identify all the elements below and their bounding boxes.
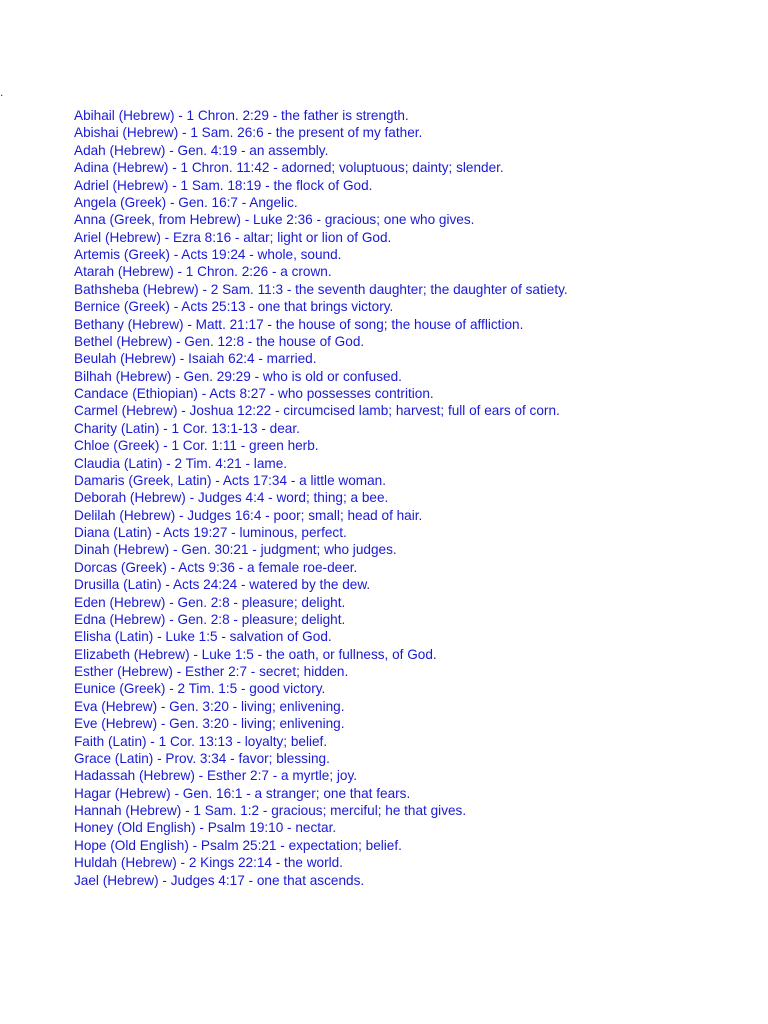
name-entry: Candace (Ethiopian) - Acts 8:27 - who possesses contrition. [74, 386, 434, 401]
name-entry: Bethel (Hebrew) - Gen. 12:8 - the house of God. [74, 333, 365, 349]
name-entry: Adriel (Hebrew) - 1 Sam. 18:19 - the flock of God. [74, 177, 373, 193]
name-entry: Anna (Greek, from Hebrew) - Luke 2:36 - gracious; one who gives. [74, 212, 475, 228]
name-entry: Dinah (Hebrew) - Gen. 30:21 - judgment; who judges. [74, 542, 397, 558]
name-entry: Artemis (Greek) - Acts 19:24 - whole, sound. [74, 247, 342, 262]
name-entry: Dorcas (Greek) - Acts 9:36 - a female roe-deer. [74, 559, 358, 575]
name-entry: Honey (Old English) - Psalm 19:10 - nectar. [74, 820, 337, 836]
bible-names-list [74, 107, 754, 889]
name-entry: Abihail (Hebrew) - 1 Chron. 2:29 - the father is strength. [74, 108, 409, 123]
name-entry: Hope (Old English) - Psalm 25:21 - expectation; belief. [74, 837, 402, 853]
name-entry: Eden (Hebrew) - Gen. 2:8 - pleasure; delight. [74, 594, 346, 610]
name-entry: Deborah (Hebrew) - Judges 4:4 - word; thing; a bee. [74, 490, 389, 506]
name-entry: Beulah (Hebrew) - Isaiah 62:4 - married. [74, 351, 317, 367]
name-entry: Faith (Latin) - 1 Cor. 13:13 - loyalty; belief. [74, 733, 328, 749]
name-entry: Damaris (Greek, Latin) - Acts 17:34 - a little woman. [74, 472, 387, 488]
name-entry: Edna (Hebrew) - Gen. 2:8 - pleasure; delight. [74, 611, 346, 627]
name-entry: Eve (Hebrew) - Gen. 3:20 - living; enlivening. [74, 716, 345, 732]
name-entry: Bethany (Hebrew) - Matt. 21:17 - the house of song; the house of affliction. [74, 316, 524, 332]
name-entry: Chloe (Greek) - 1 Cor. 1:11 - green herb. [74, 438, 319, 454]
name-entry: Abishai (Hebrew) - 1 Sam. 26:6 - the present of my father. [74, 125, 423, 141]
name-entry: Elisha (Latin) - Luke 1:5 - salvation of God. [74, 629, 332, 645]
name-entry: Hannah (Hebrew) - 1 Sam. 1:2 - gracious; merciful; he that gives. [74, 803, 467, 818]
name-entry: Bathsheba (Hebrew) - 2 Sam. 11:3 - the seventh daughter; the daughter of satiety. [74, 281, 568, 297]
name-entry: Bernice (Greek) - Acts 25:13 - one that brings victory. [74, 299, 394, 315]
name-entry: Hadassah (Hebrew) - Esther 2:7 - a myrtle; joy. [74, 768, 358, 784]
name-entry: Adah (Hebrew) - Gen. 4:19 - an assembly. [74, 142, 329, 158]
stray-dot-mark: . [0, 85, 4, 99]
name-entry: Hagar (Hebrew) - Gen. 16:1 - a stranger; one that fears. [74, 785, 411, 801]
name-entry: Eva (Hebrew) - Gen. 3:20 - living; enlivening. [74, 698, 345, 714]
name-entry: Elizabeth (Hebrew) - Luke 1:5 - the oath, or fullness, of God. [74, 646, 437, 662]
name-entry: Charity (Latin) - 1 Cor. 13:1-13 - dear. [74, 420, 300, 436]
name-entry: Esther (Hebrew) - Esther 2:7 - secret; hidden. [74, 664, 349, 679]
name-entry: Atarah (Hebrew) - 1 Chron. 2:26 - a crown. [74, 264, 332, 280]
name-entry: Ariel (Hebrew) - Ezra 8:16 - altar; light or lion of God. [74, 229, 392, 245]
name-entry: Diana (Latin) - Acts 19:27 - luminous, perfect. [74, 525, 347, 540]
name-entry: Claudia (Latin) - 2 Tim. 4:21 - lame. [74, 455, 288, 471]
name-entry: Delilah (Hebrew) - Judges 16:4 - poor; small; head of hair. [74, 507, 423, 523]
name-entry: Eunice (Greek) - 2 Tim. 1:5 - good victory. [74, 681, 326, 697]
name-entry: Angela (Greek) - Gen. 16:7 - Angelic. [74, 194, 298, 210]
name-entry: Adina (Hebrew) - 1 Chron. 11:42 - adorned; voluptuous; dainty; slender. [74, 160, 504, 176]
name-entry: Jael (Hebrew) - Judges 4:17 - one that ascends. [74, 872, 365, 888]
name-entry: Huldah (Hebrew) - 2 Kings 22:14 - the world. [74, 855, 343, 871]
name-entry: Grace (Latin) - Prov. 3:34 - favor; blessing. [74, 750, 330, 766]
name-entry: Drusilla (Latin) - Acts 24:24 - watered by the dew. [74, 577, 371, 593]
name-entry: Carmel (Hebrew) - Joshua 12:22 - circumcised lamb; harvest; full of ears of corn. [74, 403, 560, 419]
name-entry: Bilhah (Hebrew) - Gen. 29:29 - who is old or confused. [74, 368, 402, 384]
